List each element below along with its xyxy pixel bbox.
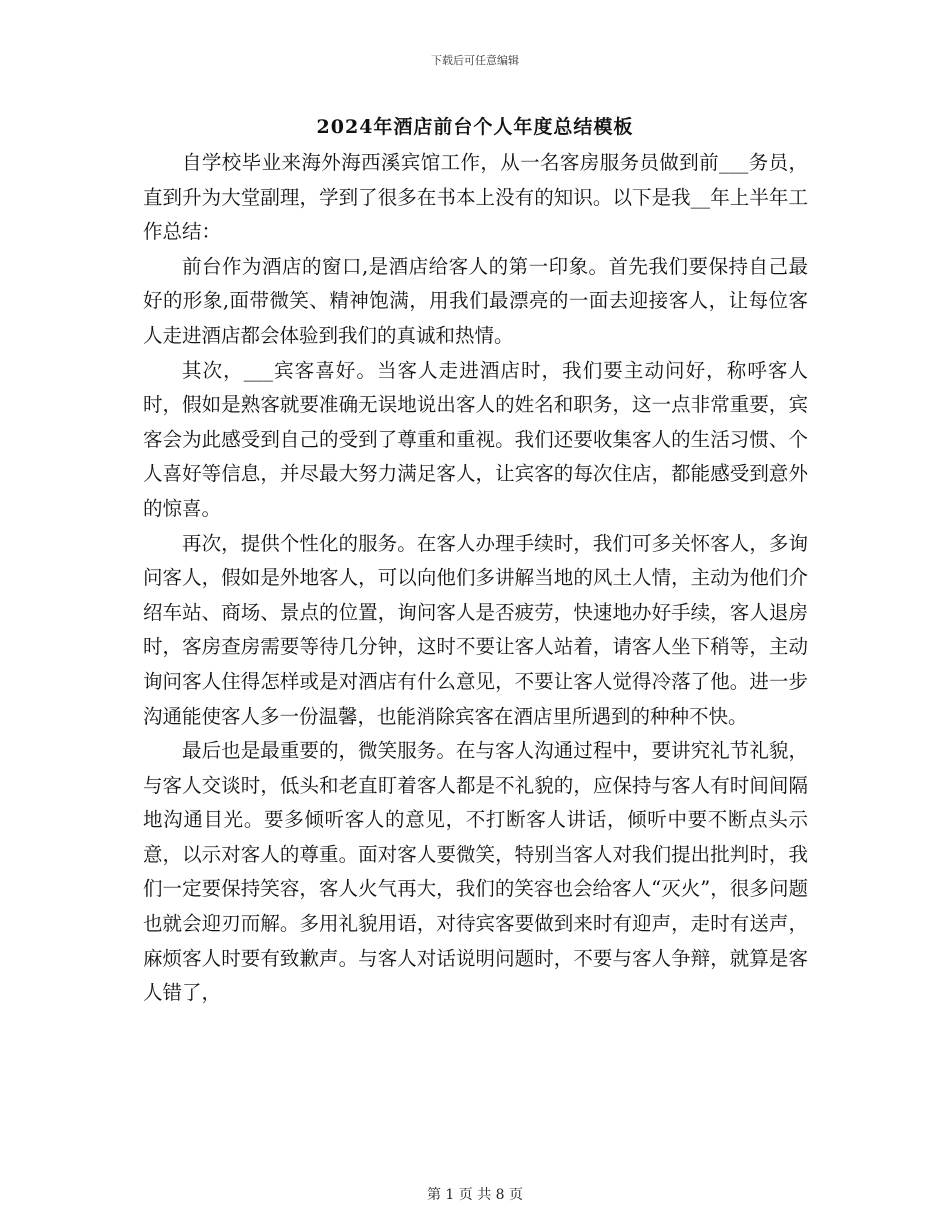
document-title: 2024年酒店前台个人年度总结模板: [316, 116, 634, 138]
document-body: [143, 146, 808, 1011]
page-number: 第 1 页 共 8 页: [426, 1187, 524, 1203]
paragraph: 自学校毕业来海外海西溪宾馆工作，从一名客房服务员做到前___务员，直到升为大堂副理，学到了很多在书本上没有的知识。以下是我__年上半年工作总结：: [143, 151, 808, 244]
paragraph: 前台作为酒店的窗口,是酒店给客人的第一印象。首先我们要保持自己最好的形象,面带微笑、精神饱满，用我们最漂亮的一面去迎接客人，让每位客人走进酒店都会体验到我们的真诚和热情。: [143, 254, 808, 347]
paragraph: 最后也是最重要的，微笑服务。在与客人沟通过程中，要讲究礼节礼貌，与客人交谈时，低头和老直盯着客人都是不礼貌的，应保持与客人有时间间隔地沟通目光。要多倾听客人的意见，不打断客人讲话，倾听中要不断点头示意，以示对客人的尊重。面对客人要微笑，特别当客人对我们提出批判时，我们一定要保持笑容，客人火气再大，我们的笑容也会给客人“灭火”，很多问题也就会迎刃而解。多用礼貌用语，对待宾客要做到来时有迎声，走时有送声，麻烦客人时要有致歉声。与客人对话说明问题时，不要与客人争辩，就算是客人错了，: [143, 739, 808, 1005]
paragraph: 其次，___宾客喜好。当客人走进酒店时，我们要主动问好，称呼客人时，假如是熟客就要准确无误地说出客人的姓名和职务，这一点非常重要，宾客会为此感受到自己的受到了尊重和重视。我们还要收集客人的生活习惯、个人喜好等信息，并尽最大努力满足客人，让宾客的每次住店，都能感受到意外的惊喜。: [143, 358, 808, 520]
paragraph: 再次，提供个性化的服务。在客人办理手续时，我们可多关怀客人，多询问客人，假如是外地客人，可以向他们多讲解当地的风土人情，主动为他们介绍车站、商场、景点的位置，询问客人是否疲劳，快速地办好手续，客人退房时，客房查房需要等待几分钟，这时不要让客人站着，请客人坐下稍等，主动询问客人住得怎样或是对酒店有什么意见，不要让客人觉得冷落了他。进一步沟通能使客人多一份温馨，也能消除宾客在酒店里所遇到的种种不快。: [143, 531, 808, 728]
page-header-note: 下载后可任意编辑: [431, 54, 519, 67]
